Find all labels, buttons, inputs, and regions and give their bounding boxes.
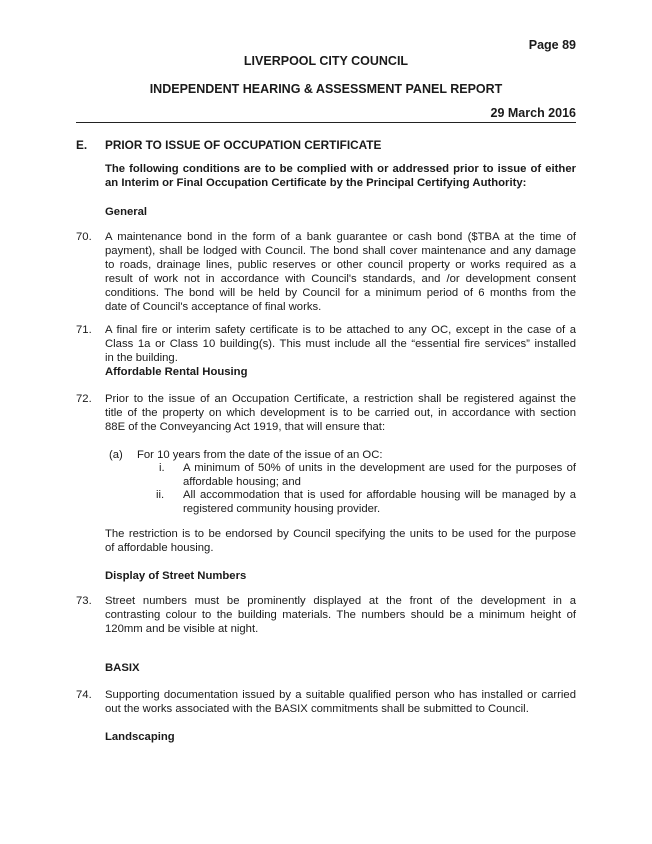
condition-number: 71. [76,324,92,336]
text-line: out the works associated with the BASIX commitments shall be submitted to Council. [105,703,529,715]
text-line: All accommodation that is used for affordable housing will be managed by a [183,489,576,501]
item-ii-text [183,488,576,516]
text-line: Street numbers must be prominently displayed at the front of the development in a [105,595,576,607]
text-line: 88E of the Conveyancing Act 1919, that will ensure that: [105,421,386,433]
heading-basix: BASIX [105,662,140,674]
text-line: A final fire or interim safety certificate is to be attached to any OC, except in the case of a [105,324,576,336]
item-ii-label: ii. [156,489,165,501]
heading-general: General [105,206,148,218]
header-rule [76,122,576,123]
condition-number: 74. [76,689,92,701]
condition-72-text [105,392,576,434]
text-line: registered community housing provider. [183,503,381,515]
sub-a-label: (a) [109,449,123,461]
condition-71-text [105,323,576,365]
section-title: PRIOR TO ISSUE OF OCCUPATION CERTIFICATE [105,138,382,152]
page-number: Page 89 [528,38,576,52]
section-letter: E. [76,138,88,152]
condition-number: 70. [76,231,92,243]
text-line: A maintenance bond in the form of a bank guarantee or cash bond ($TBA at the time of [105,231,576,243]
text-line: Class 1a or Class 10 building(s). This must include all the “essential fire services” installed [105,338,576,350]
condition-number: 72. [76,393,92,405]
text-line: Prior to the issue of an Occupation Certificate, a restriction shall be registered against the [105,393,576,405]
text-line: to roads, drainage lines, public reserves or other council property or works required as a [105,259,576,271]
council-name: LIVERPOOL CITY COUNCIL [243,54,409,68]
sub-a-text: For 10 years from the date of the issue of an OC: [137,449,383,461]
item-i-label: i. [159,462,165,474]
text-line: payment), shall be lodged with Council. The bond shall cover maintenance and any damage [105,245,576,257]
condition-number: 73. [76,595,92,607]
text-line: The restriction is to be endorsed by Council specifying the units to be used for the purpose [105,528,576,540]
text-line: contrasting colour to the building materials. The numbers should be a minimum height of [105,609,576,621]
restriction-text [105,527,576,555]
text-line: Supporting documentation issued by a suitable qualified person who has installed or carried [105,689,576,701]
heading-landscaping: Landscaping [105,731,175,743]
intro-line: an Interim or Final Occupation Certificate by the Principal Certifying Authority: [105,177,527,189]
condition-74-text [105,688,576,716]
text-line: in the building. [105,352,178,364]
text-line: A minimum of 50% of units in the development are used for the purposes of [183,462,576,474]
text-line: affordable housing; and [183,476,301,488]
condition-73-text [105,594,576,636]
report-title: INDEPENDENT HEARING & ASSESSMENT PANEL REPORT [149,82,503,96]
text-line: result of work not in accordance with Council's standards, and /or development consent [105,273,576,285]
heading-affordable-rental-housing: Affordable Rental Housing [105,366,248,378]
text-line: date of Council's acceptance of final works. [105,301,322,313]
text-line: of affordable housing. [105,542,214,554]
section-intro [105,162,576,190]
text-line: title of the property on which development is to be carried out, in accordance with section [105,407,576,419]
item-i-text [183,461,576,489]
text-line: conditions. The bond will be held by Council for a minimum period of 6 months from the [105,287,576,299]
condition-70-text [105,230,576,314]
report-date: 29 March 2016 [490,106,576,120]
text-line: 120mm and be visible at night. [105,623,259,635]
intro-line: The following conditions are to be complied with or addressed prior to issue of either [105,163,576,175]
heading-street-numbers: Display of Street Numbers [105,570,247,582]
